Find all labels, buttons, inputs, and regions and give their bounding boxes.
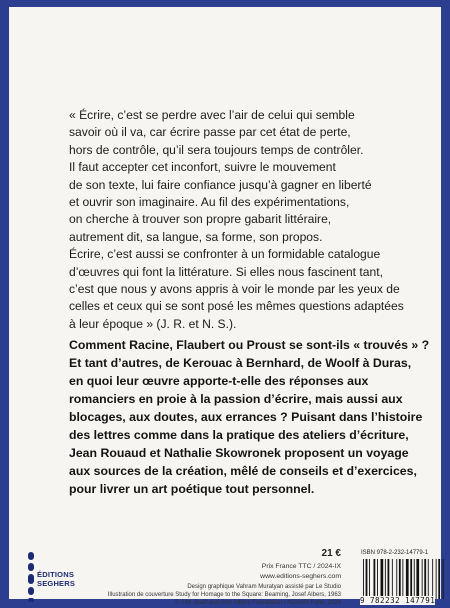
isbn: ISBN 978-2-232-14779-1 <box>361 550 429 556</box>
website: www.editions-seghers.com <box>260 573 341 580</box>
back-cover <box>9 7 441 607</box>
barcode-digits: 9 782232 147791 <box>360 596 436 605</box>
price-info: Prix France TTC / 2024-IX <box>261 563 341 570</box>
publisher-line-2: SEGHERS <box>37 579 76 588</box>
author-quote: « Écrire, c’est se perdre avec l’air de celui qui semble savoir où il va, car écrire passe par cet état de perte, hors de contrôle, qu’il sera toujours temps de contrôler. Il faut accepter cet inconfort, suivre le mouvement de son texte, lui faire confiance jusqu’à gagner en liberté et ouvrir son imaginaire. Au fil des expérimentations, on cherche à trouver son propre gabarit littéraire, autrement dit, sa langue, sa forme, son propos. Écrire, c’est aussi se confronter à un formidable catalogue d’œuvres qui font la littérature. Si elles nous fascinent tant, c’est que nous y avons appris à voir le monde par les yeux de celles et ceux qui se sont posé les mêmes questions adaptées à leur époque » (J. R. et N. S.). <box>69 108 404 331</box>
price: 21 € <box>321 548 341 559</box>
barcode-icon <box>361 559 449 599</box>
book-summary: Comment Racine, Flaubert ou Proust se sont-ils « trouvés » ? Et tant d’autres, de Kerouac à Bernhard, de Woolf à Duras, en quoi leur œuvre apporte-t-elle des réponses aux romanciers en proie à la passion d’écrire, mais aussi aux blocages, aux doutes, aux errances ? Puisant dans l’histoire des lettres comme dans la pratique des ateliers d’écriture, Jean Rouaud et Nathalie Skowronek proposent un voyage aux sources de la création, mêlé de conseils et d’exercices, pour livrer un art poétique tout personnel. <box>69 338 430 496</box>
credits: Design graphique Vahram Muratyan assisté par Le Studio Illustration de couverture Study for Homage to the Square: Beaming, Josef Albers, 1963 © The Josef and Anni Albers Foundation / ADAGP, Paris, 2024 <box>107 584 341 607</box>
publisher-line-1: ÉDITIONS <box>37 570 75 579</box>
